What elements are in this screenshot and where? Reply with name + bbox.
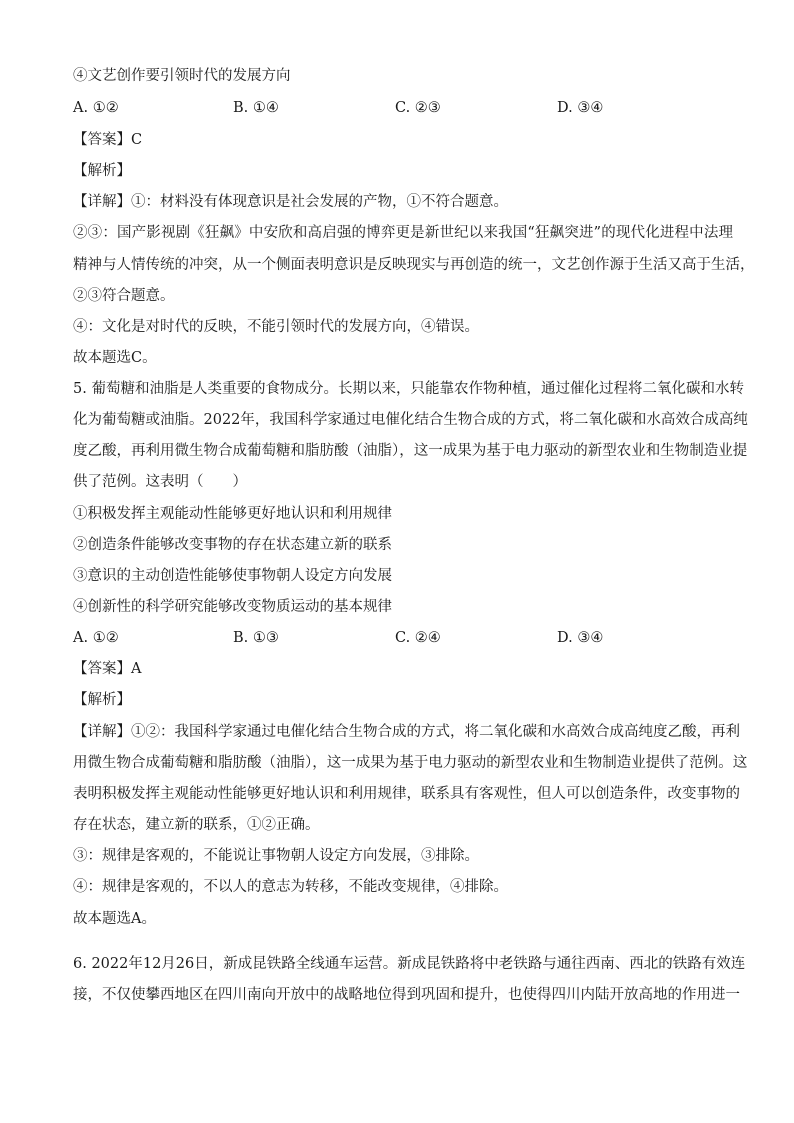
q4-option-a: A. ①② [73, 100, 119, 116]
q4-answer [73, 130, 733, 150]
q5-answer [73, 659, 733, 679]
q5-detail-4: 存在状态，建立新的联系，①②正确。 [73, 817, 320, 833]
answer-value: A [131, 661, 142, 677]
q5-stem-4: 供了范例。这表明（ ） [73, 474, 247, 490]
q5-stem-1: 5. 葡萄糖和油脂是人类重要的食物成分。长期以来，只能靠农作物种植，通过催化过程将二氧化碳和水转 [73, 381, 744, 397]
q5-detail-2: 用微生物合成葡萄糖和脂肪酸（油脂），这一成果为基于电力驱动的新型农业和生物制造业提供了范例。这 [73, 755, 748, 771]
q5-detail-6: ④：规律是客观的，不以人的意志为转移，不能改变规律，④排除。 [73, 879, 508, 895]
q5-choice-2: ②创造条件能够改变事物的存在状态建立新的联系 [73, 537, 392, 553]
answer-value: C [131, 132, 143, 148]
q5-detail-7: 故本题选A。 [73, 911, 156, 927]
q6-stem-1: 6. 2022年12月26日，新成昆铁路全线通车运营。新成昆铁路将中老铁路与通往西南、西北的铁路有效连 [73, 956, 746, 972]
q4-option-b: B. ①④ [233, 100, 279, 116]
q4-option-d: D. ③④ [557, 100, 604, 116]
q4-detail-3: 精神与人情传统的冲突，从一个侧面表明意识是反映现实与再创造的统一，文艺创作源于生活又高于生活， [73, 257, 755, 273]
q5-option-d: D. ③④ [557, 630, 604, 646]
q4-analysis-label: 【解析】 [73, 163, 131, 179]
q5-analysis-label: 【解析】 [73, 692, 131, 708]
q4-detail-5: ④：文化是对时代的反映，不能引领时代的发展方向，④错误。 [73, 319, 479, 335]
q5-option-c: C. ②④ [395, 630, 441, 646]
answer-label: 【答案】 [73, 661, 131, 677]
q5-detail-5: ③：规律是客观的，不能说让事物朝人设定方向发展，③排除。 [73, 848, 479, 864]
q4-detail-1: 【详解】①：材料没有体现意识是社会发展的产物，①不符合题意。 [73, 194, 508, 210]
q5-stem-3: 度乙酸，再利用微生物合成葡萄糖和脂肪酸（油脂），这一成果为基于电力驱动的新型农业和生物制造业提 [73, 443, 748, 459]
q4-detail-6: 故本题选C。 [73, 350, 157, 366]
q5-detail-1: 【详解】①②：我国科学家通过电催化结合生物合成的方式，将二氧化碳和水高效合成高纯度乙酸，再利 [73, 724, 740, 740]
q4-choice-4: ④文艺创作要引领时代的发展方向 [73, 68, 291, 84]
q5-option-a: A. ①② [73, 630, 119, 646]
q4-detail-4: ②③符合题意。 [73, 288, 175, 304]
q5-stem-2: 化为葡萄糖或油脂。2022年，我国科学家通过电催化结合生物合成的方式，将二氧化碳和水高效合成高纯 [73, 412, 748, 428]
q5-option-b: B. ①③ [233, 630, 279, 646]
q5-choice-1: ①积极发挥主观能动性能够更好地认识和利用规律 [73, 506, 392, 522]
q4-option-c: C. ②③ [395, 100, 441, 116]
q5-choice-4: ④创新性的科学研究能够改变物质运动的基本规律 [73, 599, 392, 615]
q4-detail-2: ②③：国产影视剧《狂飙》中安欣和高启强的博弈更是新世纪以来我国“狂飙突进”的现代化进程中法理 [73, 225, 733, 241]
q5-choice-3: ③意识的主动创造性能够使事物朝人设定方向发展 [73, 568, 392, 584]
answer-label: 【答案】 [73, 132, 131, 148]
q6-stem-2: 接，不仅使攀西地区在四川南向开放中的战略地位得到巩固和提升，也使得四川内陆开放高地的作用进一 [73, 987, 740, 1003]
q5-detail-3: 表明积极发挥主观能动性能够更好地认识和利用规律，联系具有客观性，但人可以创造条件，改变事物的 [73, 786, 740, 802]
